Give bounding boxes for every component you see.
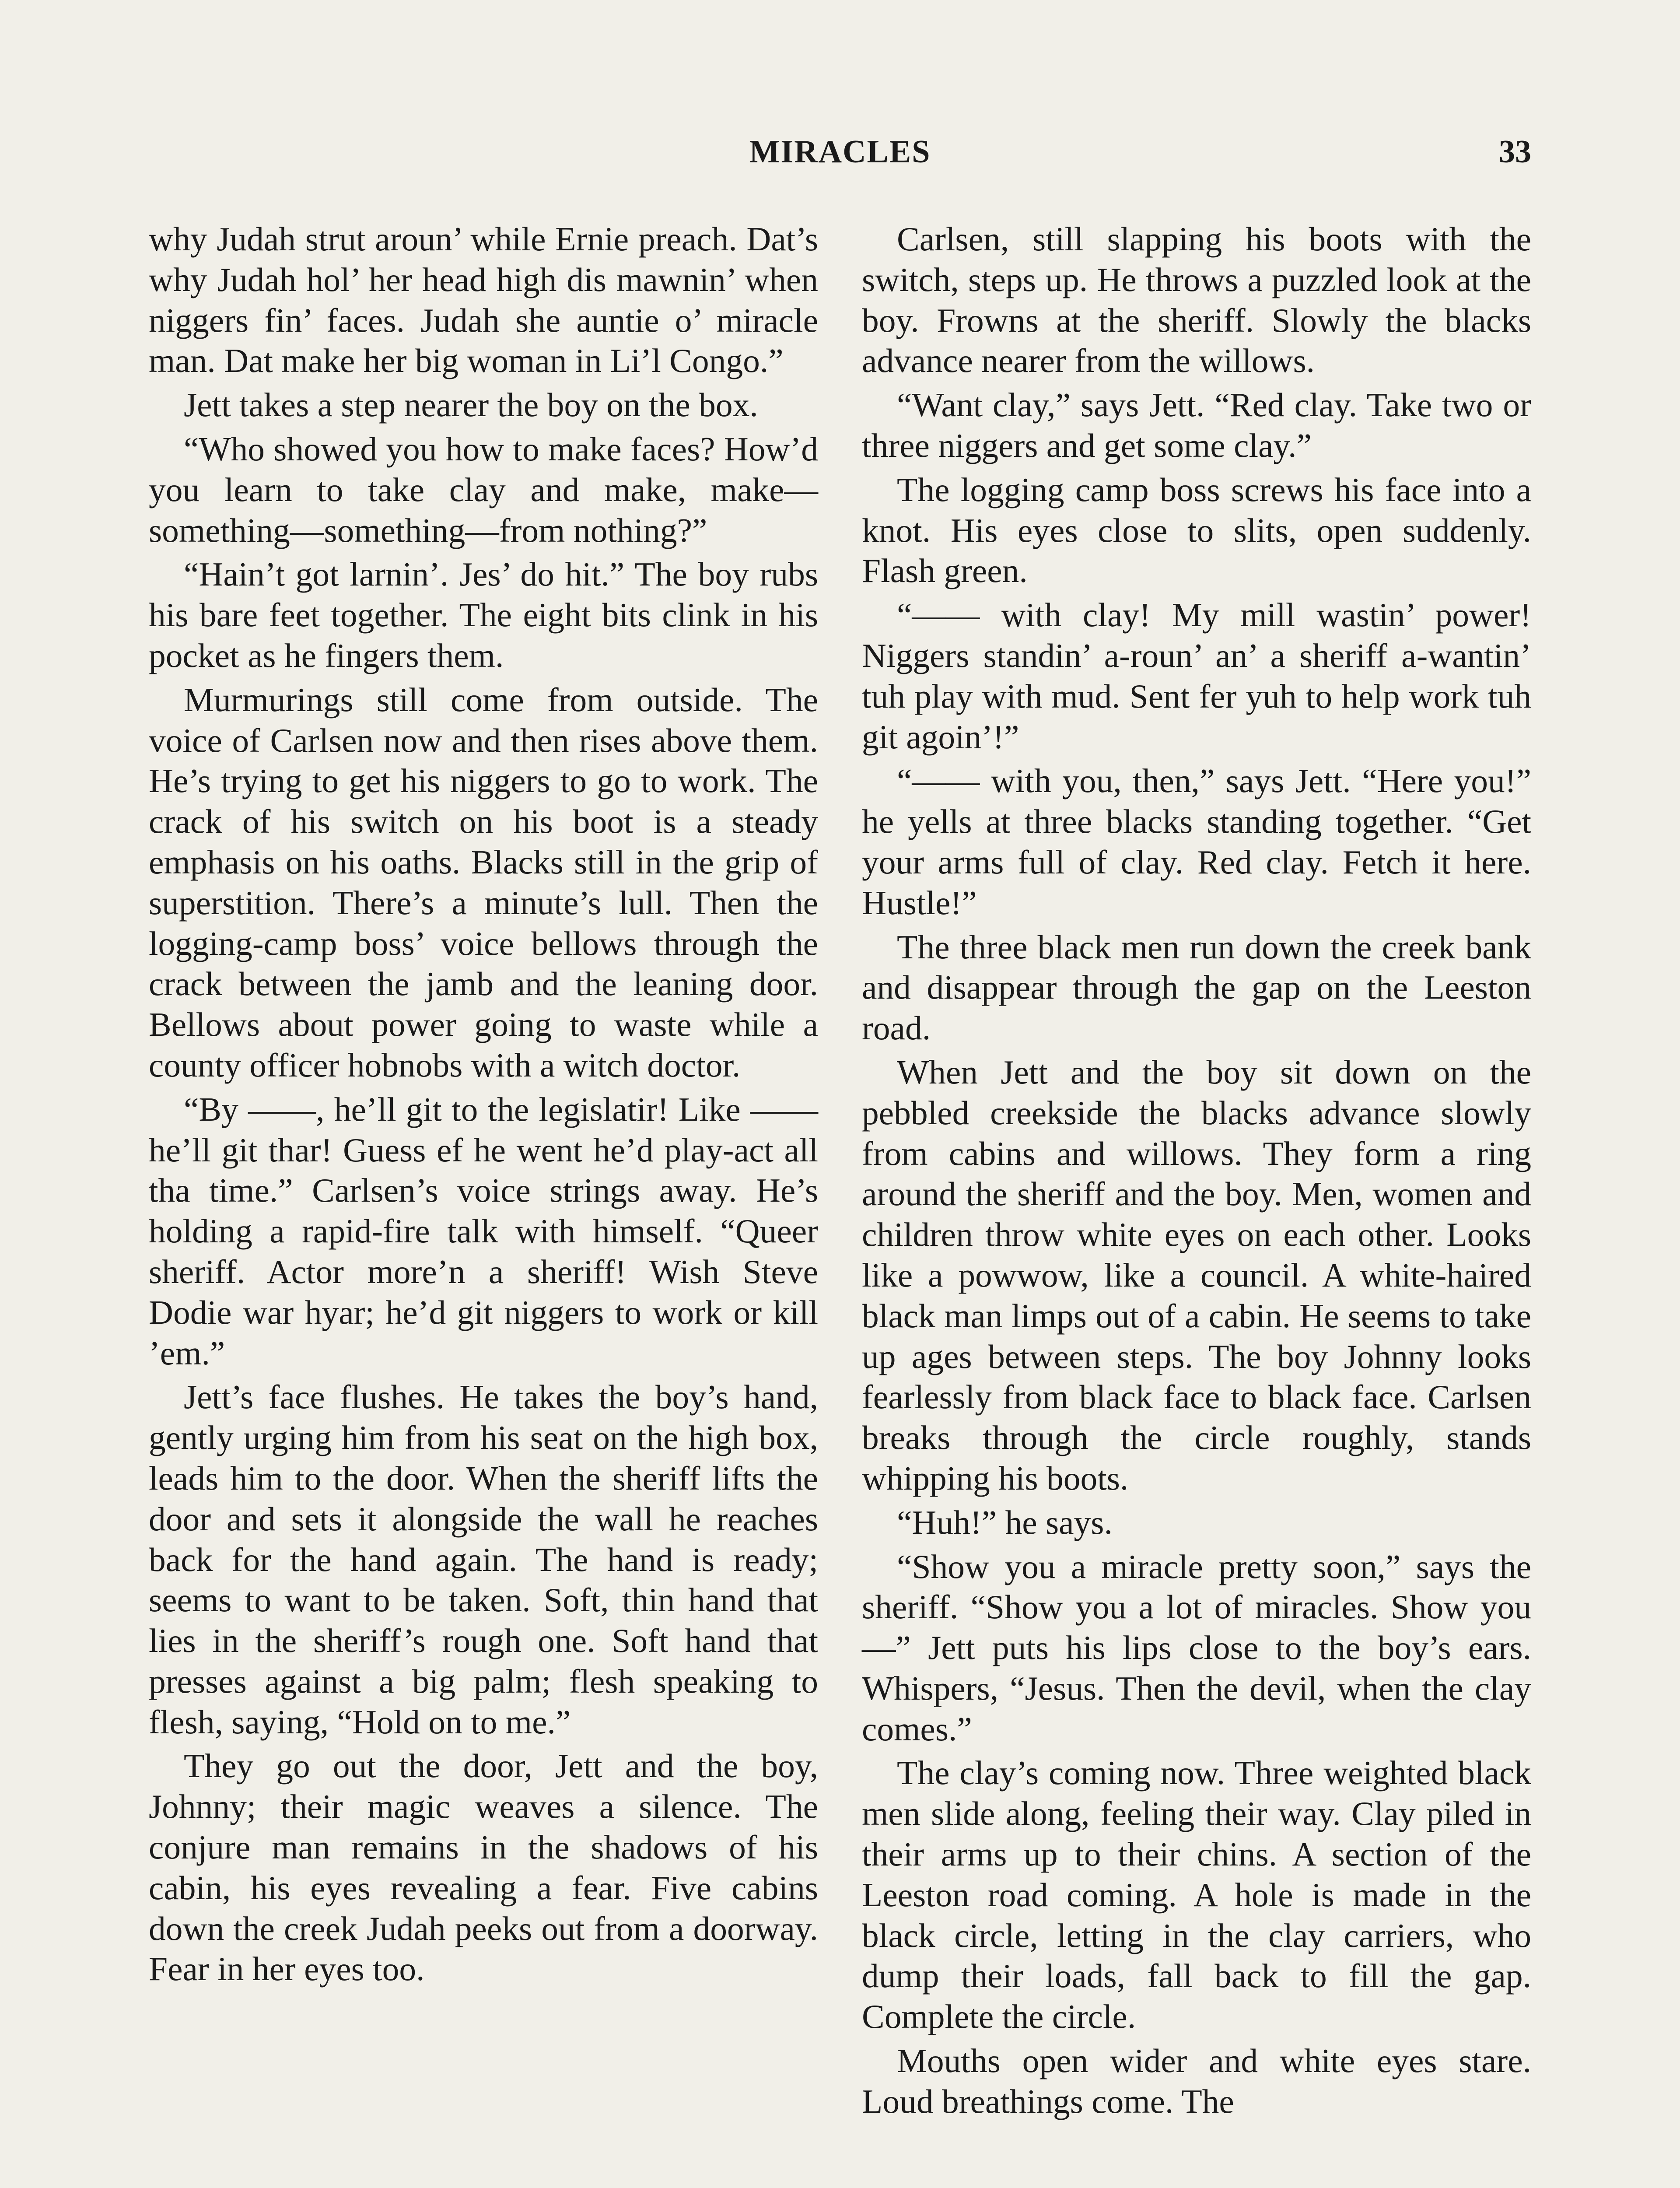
paragraph: They go out the door, Jett and the boy, Johnny; their magic weaves a silence. The conjure man remains in the shadows of his cabin, his eyes revealing a fear. Five cabins down the creek Judah peeks out from a doorway. Fear in her eyes too. (149, 1747, 818, 1988)
paragraph: “By ——, he’ll git to the legislatir! Like —— he’ll git thar! Guess ef he went he’d play-act all tha time.” Carlsen’s voice strings away. He’s holding a rapid-fire talk with himself. “Queer sheriff. Actor more’n a sheriff! Wish Steve Dodie war hyar; he’d git niggers to work or kill ’em.” (149, 1090, 818, 1372)
page-header (149, 133, 1531, 177)
running-title: MIRACLES (749, 134, 931, 170)
paragraph: why Judah strut aroun’ while Ernie preach. Dat’s why Judah hol’ her head high dis mawnin’ when niggers fin’ faces. Judah she auntie o’ miracle man. Dat make her big woman in Li’l Congo.” (149, 220, 818, 380)
page-number: 33 (1499, 134, 1531, 170)
paragraph: Jett takes a step nearer the boy on the box. (184, 386, 758, 424)
paragraph: “Show you a miracle pretty soon,” says the sheriff. “Show you a lot of miracles. Show you—” Jett puts his lips close to the boy’s ears. Whispers, “Jesus. Then the devil, when the clay comes.” (862, 1547, 1531, 1748)
paragraph: “—— with you, then,” says Jett. “Here you!” he yells at three blacks standing together. “Get your arms full of clay. Red clay. Fetch it here. Hustle!” (862, 762, 1531, 922)
paragraph: The logging camp boss screws his face into a knot. His eyes close to slits, open suddenly. Flash green. (862, 470, 1531, 590)
paragraph: Murmurings still come from outside. The voice of Carlsen now and then rises above them. He’s trying to get his niggers to go to work. The crack of his switch on his boot is a steady emphasis on his oaths. Blacks still in the grip of superstition. There’s a minute’s lull. Then the logging-camp boss’ voice bellows through the crack between the jamb and the leaning door. Bellows about power going to waste while a county officer hobnobs with a witch doctor. (149, 680, 818, 1084)
paragraph: Mouths open wider and white eyes stare. Loud breathings come. The (862, 2042, 1531, 2120)
paragraph: “Who showed you how to make faces? How’d you learn to take clay and make, make—something—something—from nothing?” (149, 430, 818, 549)
paragraph: Carlsen, still slapping his boots with the switch, steps up. He throws a puzzled look at the boy. Frowns at the sheriff. Slowly the blacks advance nearer from the willows. (862, 220, 1531, 380)
paragraph: “Hain’t got larnin’. Jes’ do hit.” The boy rubs his bare feet together. The eight bits clink in his pocket as he fingers them. (149, 555, 818, 674)
paragraph: “—— with clay! My mill wastin’ power! Niggers standin’ a-roun’ an’ a sheriff a-wantin’ tuh play with mud. Sent fer yuh to help work tuh git agoin’!” (862, 596, 1531, 756)
paragraph: “Want clay,” says Jett. “Red clay. Take two or three niggers and get some clay.” (862, 386, 1531, 464)
paragraph: The three black men run down the creek bank and disappear through the gap on the Leeston road. (862, 928, 1531, 1047)
paragraph: “Huh!” he says. (897, 1503, 1113, 1541)
paragraph: When Jett and the boy sit down on the pebbled creekside the blacks advance slowly from cabins and willows. They form a ring around the sheriff and the boy. Men, women and children throw white eyes on each other. Looks like a powwow, like a council. A white-haired black man limps out of a cabin. He seems to take up ages between steps. The boy Johnny looks fearlessly from black face to black face. Carlsen breaks through the circle roughly, stands whipping his boots. (862, 1053, 1531, 1497)
paragraph: The clay’s coming now. Three weighted black men slide along, feeling their way. Clay piled in their arms up to their chins. A section of the Leeston road coming. A hole is made in the black circle, letting in the clay carriers, who dump their loads, fall back to fill the gap. Complete the circle. (862, 1754, 1531, 2036)
paragraph: Jett’s face flushes. He takes the boy’s hand, gently urging him from his seat on the high box, leads him to the door. When the sheriff lifts the door and sets it alongside the wall he reaches back for the hand again. The hand is ready; seems to want to be taken. Soft, thin hand that lies in the sheriff’s rough one. Soft hand that presses against a big palm; flesh speaking to flesh, saying, “Hold on to me.” (149, 1378, 818, 1741)
left-column (149, 219, 818, 1993)
right-column (862, 219, 1531, 2125)
